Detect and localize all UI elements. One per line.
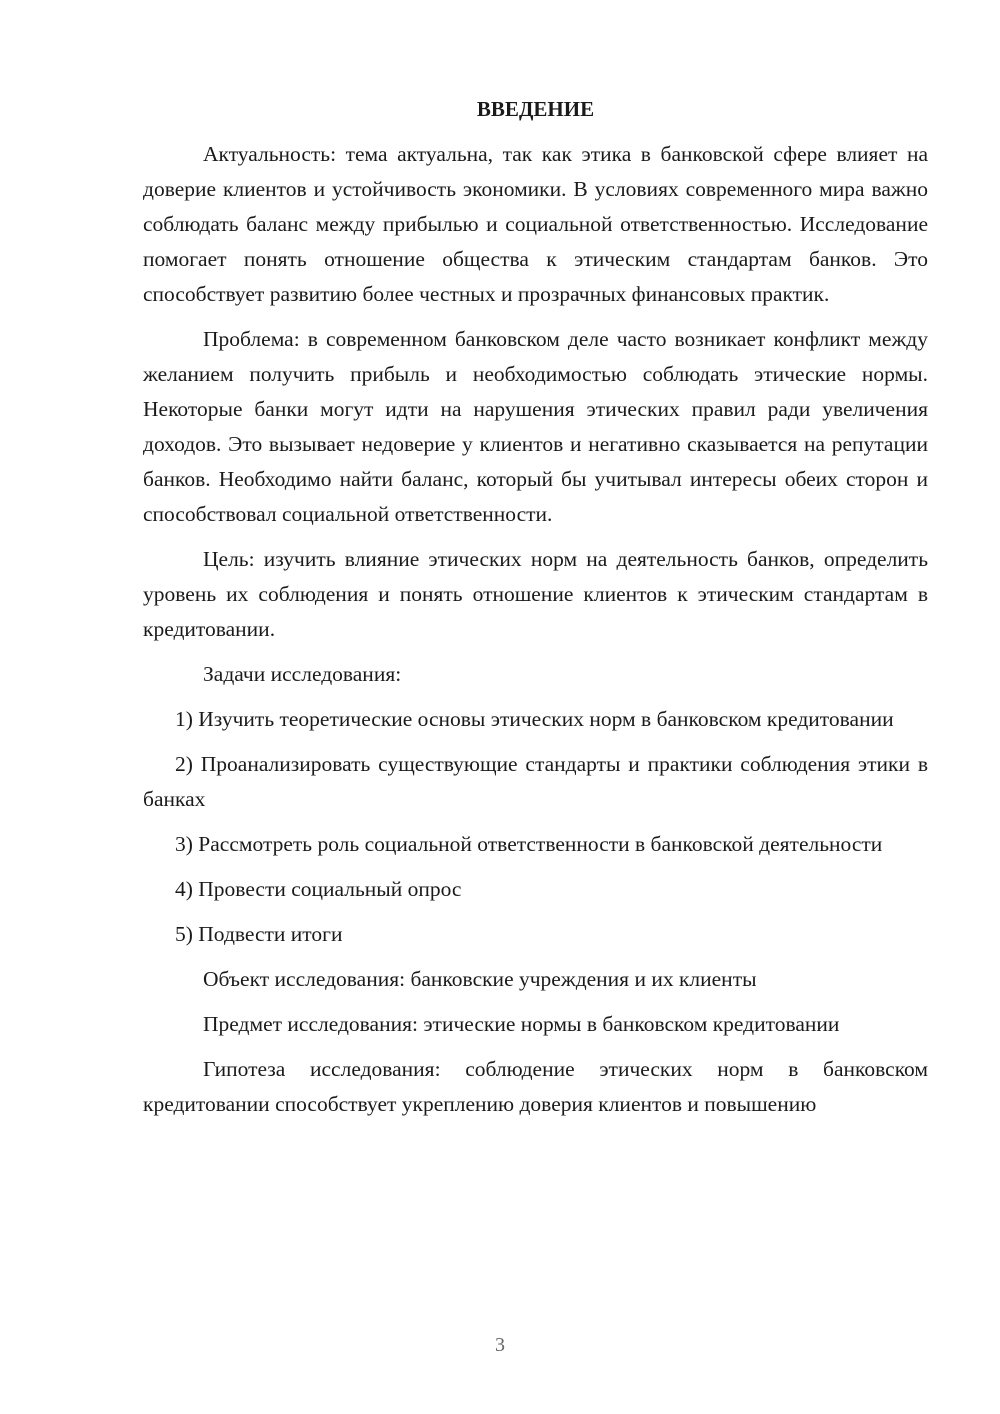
goal-paragraph: Цель: изучить влияние этических норм на деятельность банков, определить уровень их соблюдения и понять отношение клиентов к этическим стандартам в кредитовании. — [143, 547, 928, 641]
subject-paragraph: Предмет исследования: этические нормы в банковском кредитовании — [203, 1012, 840, 1036]
task-item-5: 5) Подвести итоги — [175, 922, 343, 946]
task-item-3: 3) Рассмотреть роль социальной ответственности в банковской деятельности — [175, 832, 883, 856]
relevance-paragraph: Актуальность: тема актуальна, так как этика в банковской сфере влияет на доверие клиентов и устойчивость экономики. В условиях современного мира важно соблюдать баланс между прибылью и социальной ответственностью. Исследование помогает понять отношение общества к этическим стандартам банков. Это способствует развитию более честных и прозрачных финансовых практик. — [143, 142, 928, 306]
document-title: ВВЕДЕНИЕ — [476, 97, 595, 121]
task-item-2: 2) Проанализировать существующие стандарты и практики соблюдения этики в банках — [143, 752, 928, 811]
hypothesis-paragraph: Гипотеза исследования: соблюдение этических норм в банковском кредитовании способствует укреплению доверия клиентов и повышению — [143, 1057, 928, 1116]
problem-paragraph: Проблема: в современном банковском деле часто возникает конфликт между желанием получить прибыль и необходимостью соблюдать этические нормы. Некоторые банки могут идти на нарушения этических правил ради увеличения доходов. Это вызывает недоверие у клиентов и негативно сказывается на репутации банков. Необходимо найти баланс, который бы учитывал интересы обеих сторон и способствовал социальной ответственности. — [143, 327, 928, 526]
document-page — [143, 92, 928, 1132]
page-number: 3 — [495, 1334, 505, 1356]
task-item-4: 4) Провести социальный опрос — [175, 877, 462, 901]
tasks-heading: Задачи исследования: — [203, 662, 402, 686]
object-paragraph: Объект исследования: банковские учреждения и их клиенты — [203, 967, 757, 991]
task-item-1: 1) Изучить теоретические основы этических норм в банковском кредитовании — [175, 707, 894, 731]
